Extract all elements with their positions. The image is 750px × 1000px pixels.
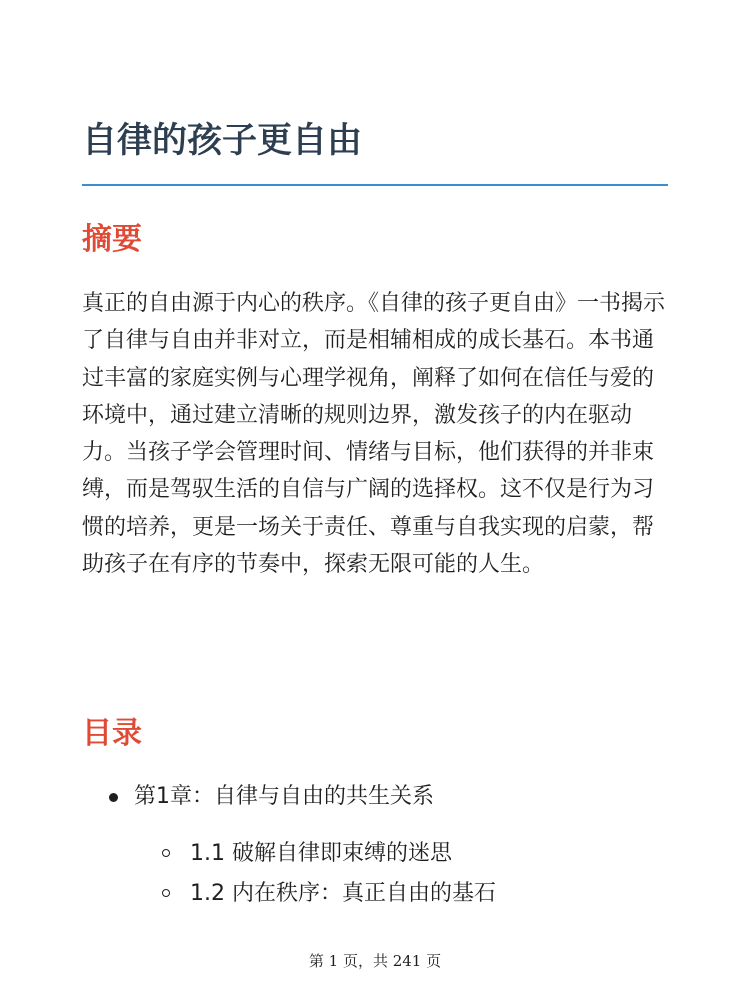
title-divider	[82, 184, 668, 186]
document-page	[82, 0, 668, 1000]
abstract-heading: 摘要	[82, 222, 142, 257]
toc-section-item[interactable]	[82, 874, 668, 914]
toc-section-label[interactable]: 1.1 破解自律即束缚的迷思	[190, 841, 452, 866]
bullet-disc-icon	[109, 793, 118, 802]
bullet-circle-icon	[162, 849, 170, 857]
toc-sublist	[82, 834, 668, 914]
abstract-paragraph: 真正的自由源于内心的秩序。《自律的孩子更自由》一书揭示了自律与自由并非对立，而是相辅相成的成长基石。本书通过丰富的家庭实例与心理学视角，阐释了如何在信任与爱的环境中，通过建立清晰的规则边界，激发孩子的内在驱动力。当孩子学会管理时间、情绪与目标，他们获得的并非束缚，而是驾驭生活的自信与广阔的选择权。这不仅是行为习惯的培养，更是一场关于责任、尊重与自我实现的启蒙，帮助孩子在有序的节奏中，探索无限可能的人生。	[82, 291, 666, 578]
page-number-footer: 第 1 页，共 241 页	[308, 952, 442, 970]
bullet-circle-icon	[162, 889, 170, 897]
document-title: 自律的孩子更自由	[82, 121, 363, 161]
toc-list	[82, 778, 668, 914]
toc-chapter-label[interactable]: 第1章：自律与自由的共生关系	[134, 784, 434, 809]
toc-chapter-item[interactable]	[82, 778, 668, 816]
toc-heading: 目录	[82, 716, 142, 751]
toc-section-label[interactable]: 1.2 内在秩序：真正自由的基石	[190, 881, 496, 906]
toc-section-item[interactable]	[82, 834, 668, 874]
toc-subsection-container	[82, 834, 668, 914]
